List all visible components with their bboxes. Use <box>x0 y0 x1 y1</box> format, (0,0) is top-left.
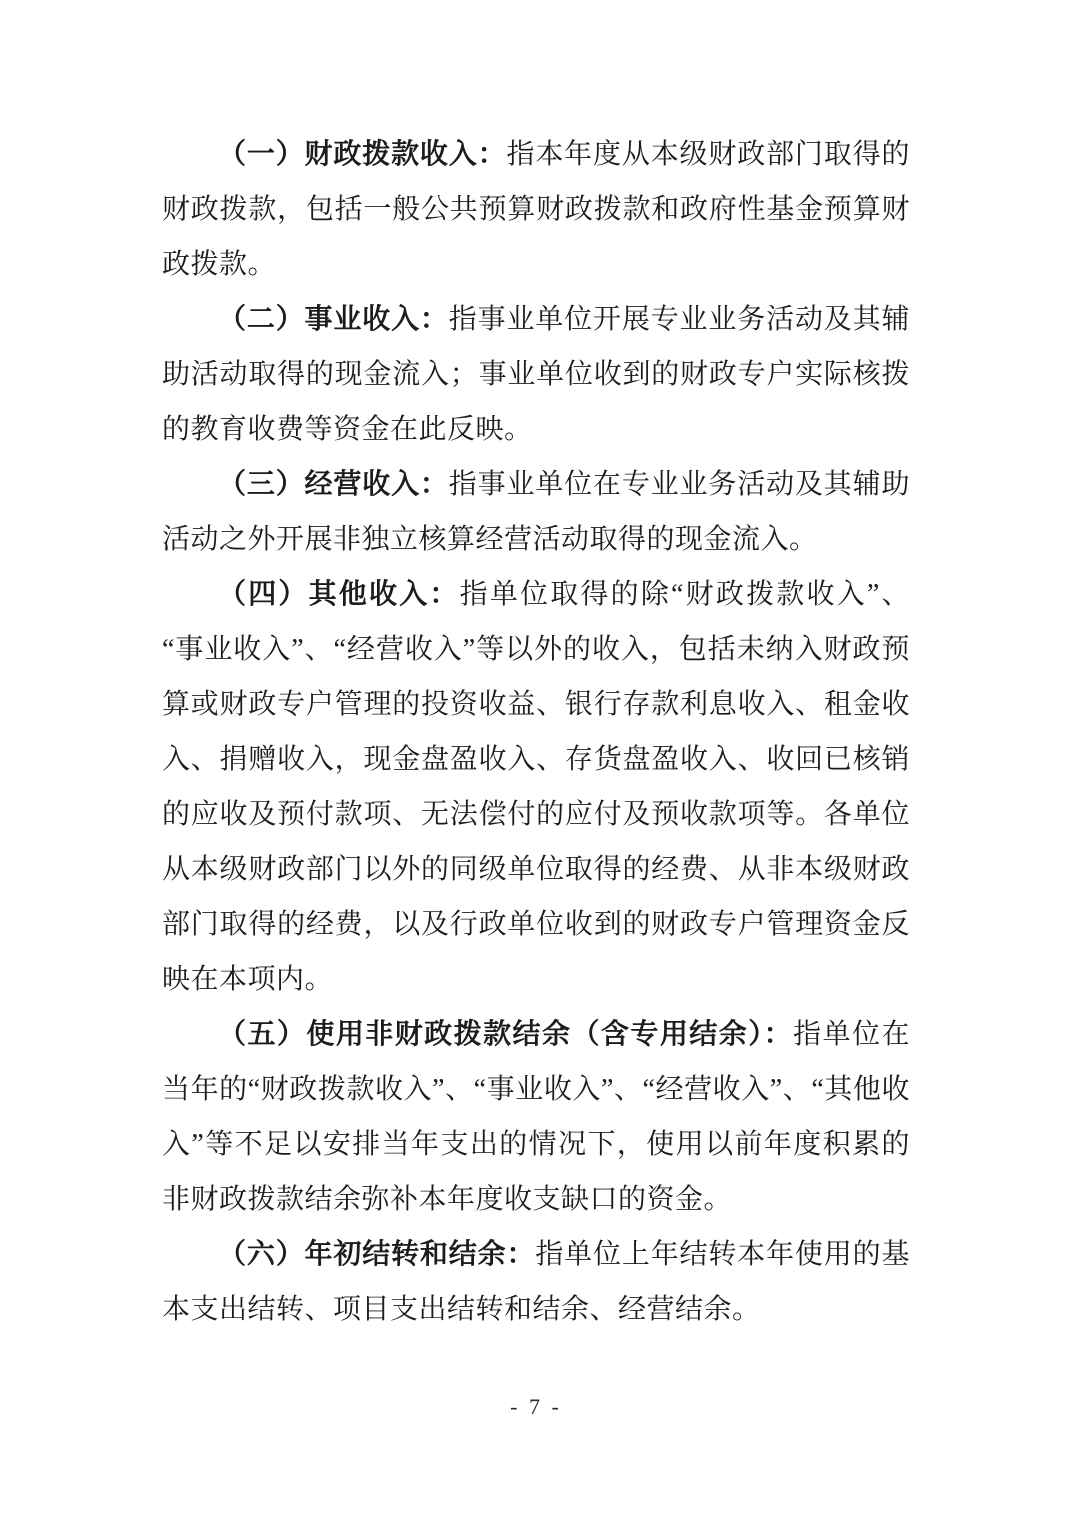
paragraph-fiscal-appropriation-income <box>162 127 910 292</box>
page-number: - 7 - <box>510 1394 562 1419</box>
paragraph-text: 指单位上年结转本年使用的基本支出结转、项目支出结转和结余、经营结余。 <box>162 1239 910 1325</box>
paragraph-carryover-and-surplus <box>162 1227 910 1337</box>
paragraph-operating-income-institution <box>162 292 910 457</box>
document-body <box>162 127 910 1337</box>
paragraph-business-income <box>162 457 910 567</box>
paragraph-lead: （六）年初结转和结余： <box>218 1239 536 1270</box>
paragraph-other-income <box>162 567 910 1007</box>
paragraph-text: 指事业单位开展专业业务活动及其辅助活动取得的现金流入；事业单位收到的财政专户实际核拨的教育收费等资金在此反映。 <box>162 304 910 445</box>
paragraph-lead: （五）使用非财政拨款结余（含专用结余）： <box>218 1019 794 1050</box>
paragraph-lead: （四）其他收入： <box>218 579 460 610</box>
paragraph-text: 指单位取得的除“财政拨款收入”、“事业收入”、“经营收入”等以外的收入，包括未纳入财政预算或财政专户管理的投资收益、银行存款利息收入、租金收入、捐赠收入，现金盘盈收入、存货盘盈收入、收回已核销的应收及预付款项、无法偿付的应付及预收款项等。各单位从本级财政部门以外的同级单位取得的经费、从非本级财政部门取得的经费，以及行政单位收到的财政专户管理资金反映在本项内。 <box>162 579 910 995</box>
paragraph-lead: （二）事业收入： <box>218 304 449 335</box>
paragraph-text: 指单位在当年的“财政拨款收入”、“事业收入”、“经营收入”、“其他收入”等不足以安排当年支出的情况下，使用以前年度积累的非财政拨款结余弥补本年度收支缺口的资金。 <box>162 1019 910 1215</box>
paragraph-text: 指本年度从本级财政部门取得的财政拨款，包括一般公共预算财政拨款和政府性基金预算财政拨款。 <box>162 139 910 280</box>
paragraph-non-fiscal-surplus-usage <box>162 1007 910 1227</box>
paragraph-lead: （三）经营收入： <box>218 469 449 500</box>
paragraph-text: 指事业单位在专业业务活动及其辅助活动之外开展非独立核算经营活动取得的现金流入。 <box>162 469 910 555</box>
paragraph-lead: （一）财政拨款收入： <box>218 139 507 170</box>
page-footer <box>162 1392 910 1422</box>
